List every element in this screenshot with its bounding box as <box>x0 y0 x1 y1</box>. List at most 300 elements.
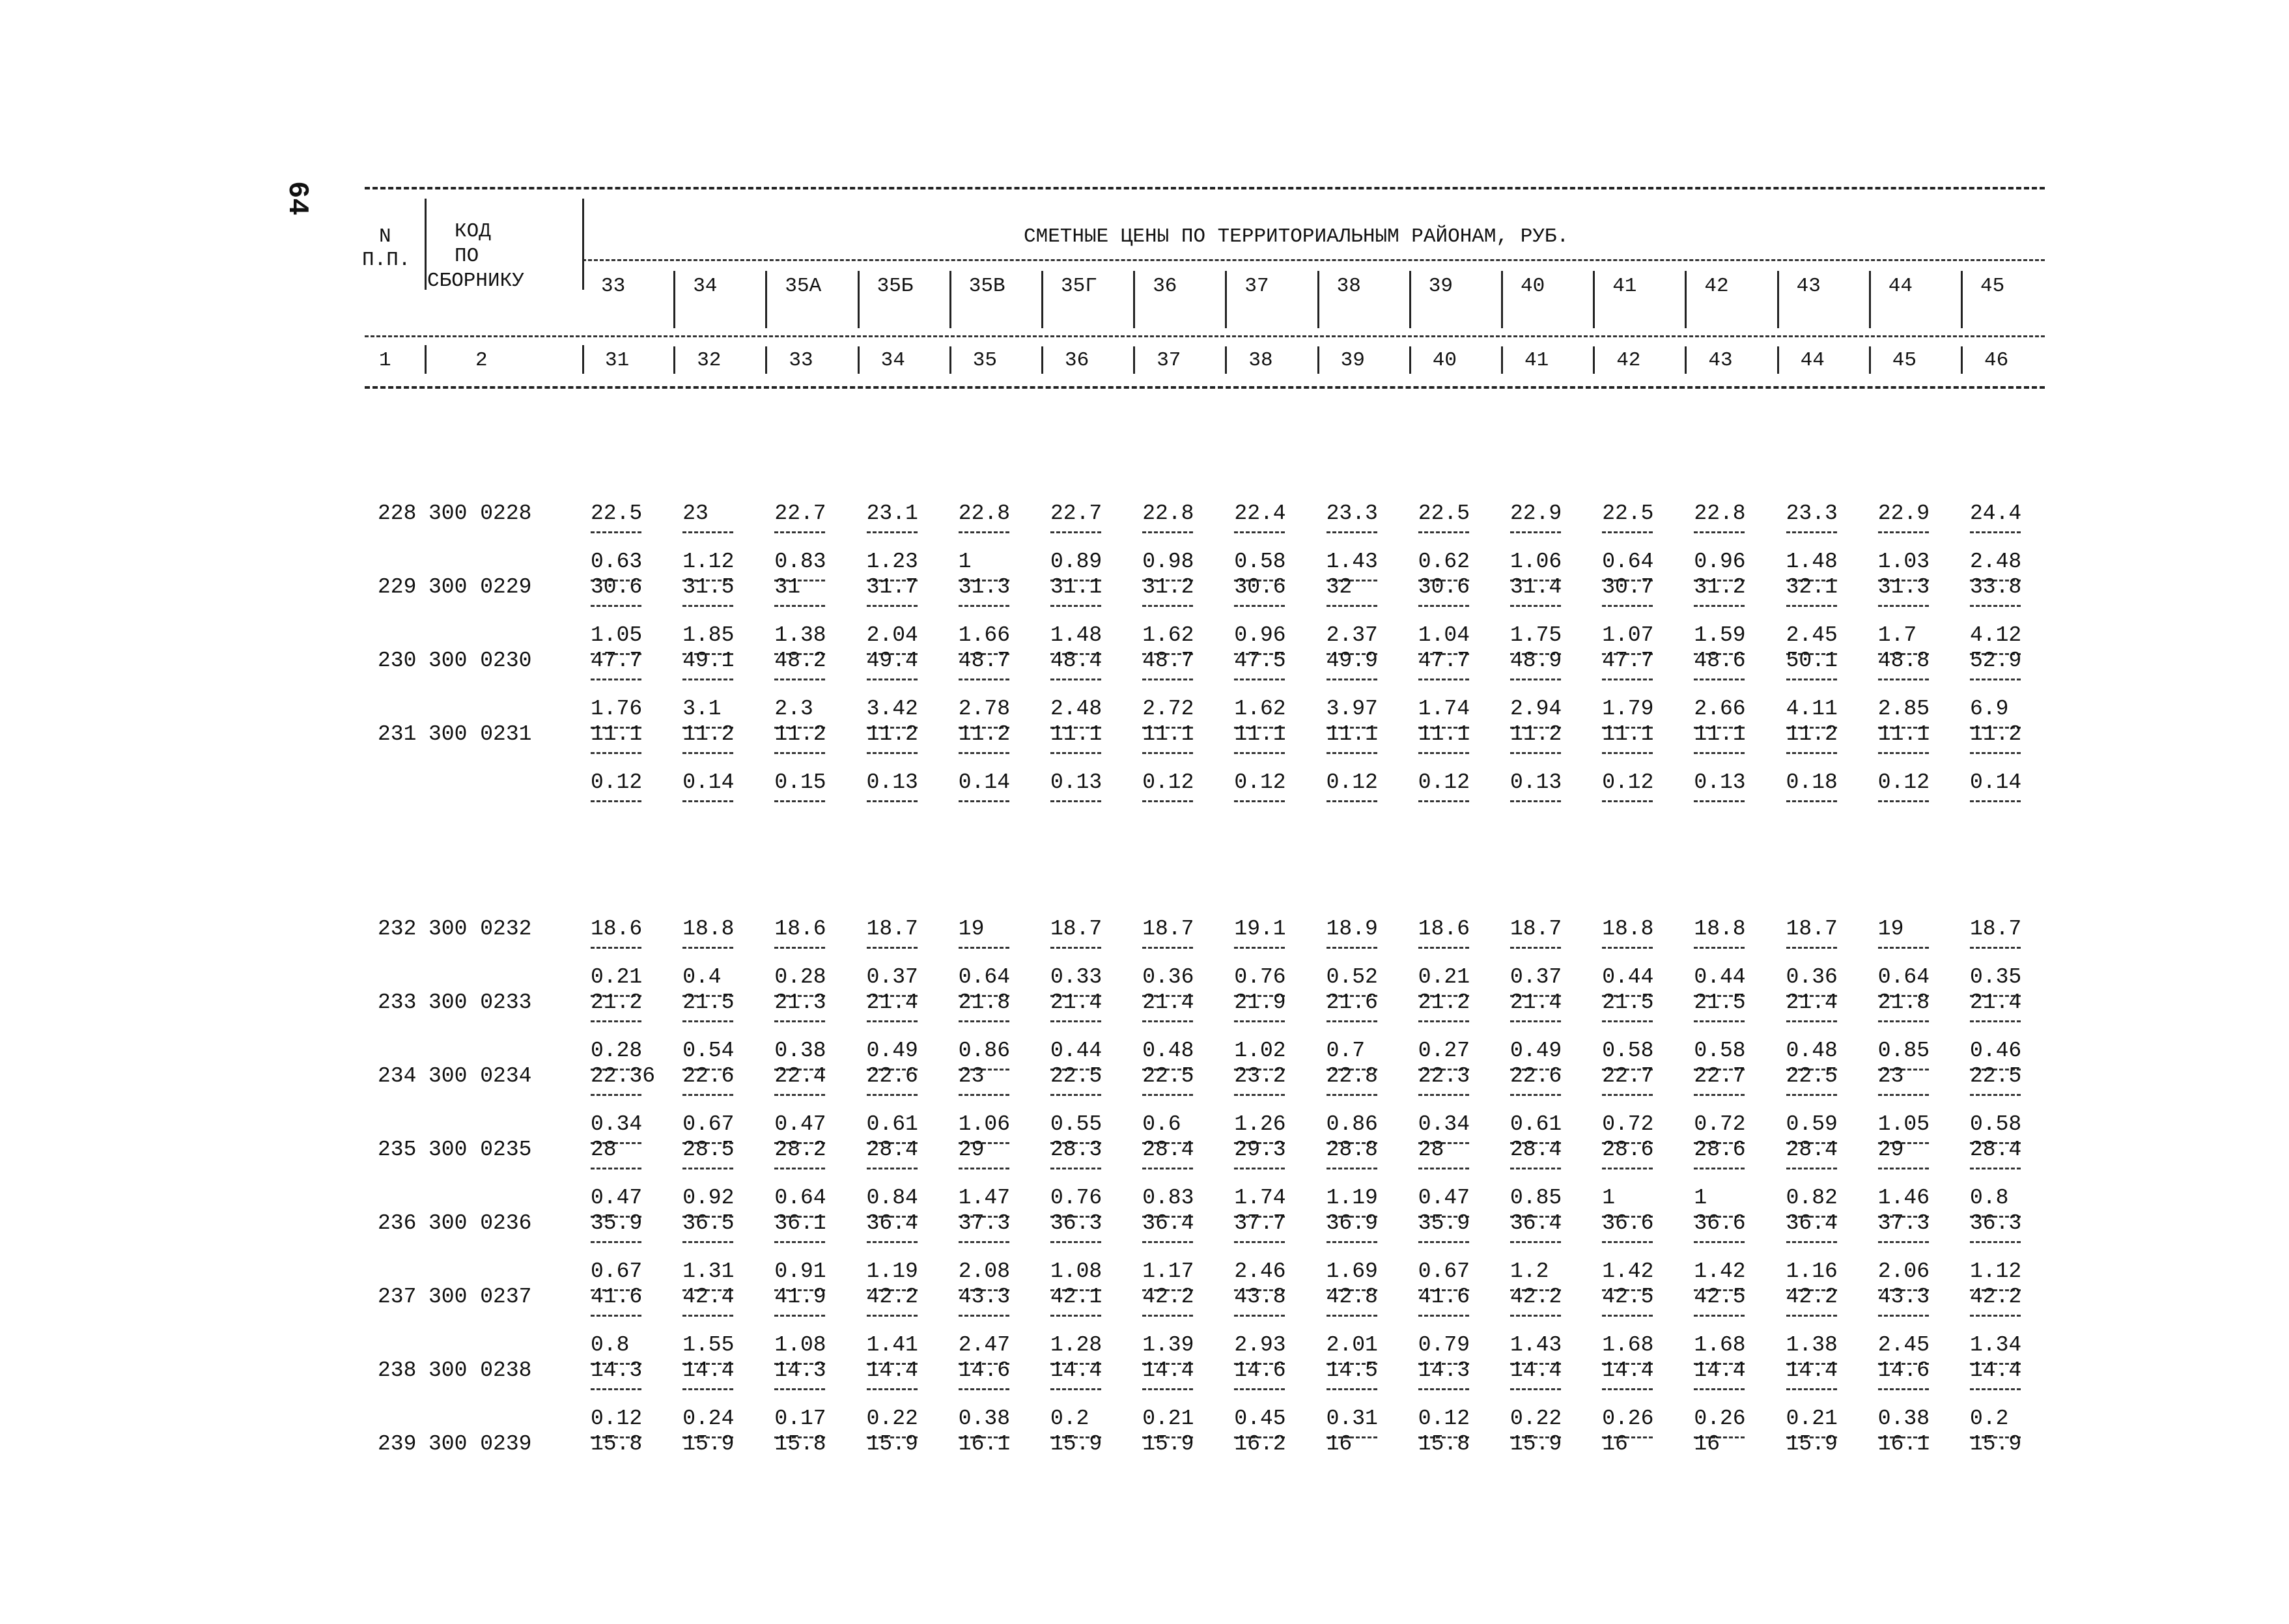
cell-value-top: 21.4 <box>1142 990 1194 1015</box>
cell-fraction-dash <box>1142 947 1193 949</box>
cell-value-top: 48.9 <box>1510 649 1562 673</box>
cell-value-bottom: 0.98 <box>1142 550 1194 574</box>
cell-fraction-dash <box>682 1020 733 1022</box>
cell-fraction-dash <box>1050 1241 1101 1243</box>
cell-value-top: 43.8 <box>1234 1285 1286 1309</box>
header-col-separator <box>765 346 767 374</box>
cell-value-top: 31.2 <box>1694 575 1746 599</box>
cell-value-top: 15.9 <box>1510 1432 1562 1456</box>
cell-value-top: 11.2 <box>682 722 735 746</box>
cell-fraction-dash <box>1142 1388 1193 1390</box>
cell-fraction-dash <box>1970 800 2021 802</box>
row-number: 238 <box>378 1358 417 1382</box>
cell-value-bottom: 0.72 <box>1694 1112 1746 1136</box>
cell-value-bottom: 0.61 <box>866 1112 918 1136</box>
cell-value-top: 33.8 <box>1970 575 2022 599</box>
cell-fraction-dash <box>1510 1094 1561 1096</box>
cell-value-top: 14.4 <box>1050 1358 1102 1382</box>
header-index-label: 34 <box>880 349 905 372</box>
cell-fraction-dash <box>1694 1168 1745 1169</box>
cell-value-top: 22.5 <box>1970 1064 2022 1088</box>
cell-fraction-dash <box>591 679 641 680</box>
cell-value-bottom: 1 <box>1602 1186 1615 1210</box>
cell-fraction-dash <box>774 800 825 802</box>
cell-fraction-dash <box>1602 947 1653 949</box>
cell-value-top: 11.2 <box>774 722 826 746</box>
cell-value-bottom: 1.68 <box>1694 1333 1746 1357</box>
cell-value-top: 21.4 <box>1050 990 1102 1015</box>
cell-value-top: 23.1 <box>866 501 918 525</box>
cell-value-bottom: 0.64 <box>774 1186 826 1210</box>
cell-value-top: 15.8 <box>1418 1432 1470 1456</box>
cell-value-top: 28.2 <box>774 1138 826 1162</box>
cell-fraction-dash <box>591 1020 641 1022</box>
cell-value-top: 29 <box>1877 1138 1904 1162</box>
cell-fraction-dash <box>1327 1388 1377 1390</box>
cell-fraction-dash <box>867 1241 918 1243</box>
cell-value-top: 15.8 <box>591 1432 643 1456</box>
cell-fraction-dash <box>867 1094 918 1096</box>
cell-fraction-dash <box>1510 752 1561 754</box>
cell-fraction-dash <box>1050 800 1101 802</box>
cell-value-bottom: 1.79 <box>1602 697 1654 721</box>
cell-value-top: 28 <box>1418 1138 1444 1162</box>
cell-fraction-dash <box>682 1094 733 1096</box>
cell-fraction-dash <box>1878 1388 1929 1390</box>
row-code: 300 0231 <box>428 722 532 746</box>
cell-value-bottom: 4.12 <box>1970 623 2022 647</box>
cell-value-top: 22.8 <box>1326 1064 1378 1088</box>
row-number: 237 <box>378 1285 417 1309</box>
cell-value-bottom: 0.24 <box>682 1407 735 1431</box>
header-sub-rule <box>365 335 2045 337</box>
cell-fraction-dash <box>1418 752 1469 754</box>
header-col-separator <box>1685 346 1687 374</box>
cell-value-bottom: 0.85 <box>1510 1186 1562 1210</box>
cell-value-bottom: 1.69 <box>1326 1259 1378 1283</box>
cell-value-top: 48.7 <box>958 649 1011 673</box>
cell-value-bottom: 0.52 <box>1326 965 1378 989</box>
cell-value-bottom: 0.96 <box>1234 623 1286 647</box>
cell-value-top: 21.3 <box>774 990 826 1015</box>
cell-value-bottom: 0.44 <box>1694 965 1746 989</box>
cell-fraction-dash <box>1510 1388 1561 1390</box>
cell-value-bottom: 6.9 <box>1970 697 2009 721</box>
cell-value-bottom: 1.85 <box>682 623 735 647</box>
cell-fraction-dash <box>1786 1315 1837 1317</box>
cell-value-bottom: 1 <box>958 550 972 574</box>
cell-fraction-dash <box>1878 1094 1929 1096</box>
cell-fraction-dash <box>774 1241 825 1243</box>
cell-value-bottom: 1.55 <box>682 1333 735 1357</box>
cell-value-top: 18.7 <box>866 917 918 941</box>
cell-fraction-dash <box>1418 1168 1469 1169</box>
cell-value-top: 14.4 <box>1602 1358 1654 1382</box>
row-number: 232 <box>378 917 417 941</box>
cell-value-top: 11.1 <box>1142 722 1194 746</box>
cell-value-bottom: 0.64 <box>1602 550 1654 574</box>
cell-value-top: 16 <box>1602 1432 1628 1456</box>
cell-value-top: 22.4 <box>1234 501 1286 525</box>
cell-fraction-dash <box>1418 947 1469 949</box>
cell-fraction-dash <box>1878 531 1929 533</box>
cell-value-top: 22.9 <box>1510 501 1562 525</box>
cell-fraction-dash <box>1142 1241 1193 1243</box>
cell-fraction-dash <box>867 752 918 754</box>
cell-fraction-dash <box>1327 1241 1377 1243</box>
header-index-label: 40 <box>1432 349 1457 372</box>
cell-value-top: 14.4 <box>1510 1358 1562 1382</box>
cell-value-top: 11.1 <box>1877 722 1930 746</box>
cell-fraction-dash <box>1878 679 1929 680</box>
cell-fraction-dash <box>1418 679 1469 680</box>
cell-value-top: 18.8 <box>1694 917 1746 941</box>
row-code: 300 0236 <box>428 1211 532 1235</box>
row-number: 229 <box>378 575 417 599</box>
cell-value-top: 31.4 <box>1510 575 1562 599</box>
header-col-separator <box>1133 346 1135 374</box>
cell-value-top: 22.5 <box>1418 501 1470 525</box>
header-index-label: 2 <box>475 349 488 372</box>
cell-value-top: 11.2 <box>1786 722 1838 746</box>
cell-value-top: 42.8 <box>1326 1285 1378 1309</box>
header-col-separator <box>1593 271 1595 328</box>
cell-fraction-dash <box>1510 679 1561 680</box>
cell-value-top: 22.7 <box>1050 501 1102 525</box>
cell-value-top: 22.5 <box>1786 1064 1838 1088</box>
cell-fraction-dash <box>1694 800 1745 802</box>
row-number: 228 <box>378 501 417 525</box>
cell-value-top: 47.7 <box>1602 649 1654 673</box>
cell-value-top: 18.6 <box>1418 917 1470 941</box>
header-col-separator <box>1869 346 1871 374</box>
cell-value-top: 14.6 <box>1234 1358 1286 1382</box>
cell-value-top: 31.3 <box>958 575 1011 599</box>
cell-value-top: 22.7 <box>774 501 826 525</box>
cell-value-top: 37.3 <box>958 1211 1011 1235</box>
cell-value-top: 22.3 <box>1418 1064 1470 1088</box>
cell-value-top: 29.3 <box>1234 1138 1286 1162</box>
cell-fraction-dash <box>959 947 1009 949</box>
cell-fraction-dash <box>867 531 918 533</box>
cell-fraction-dash <box>591 1094 641 1096</box>
cell-value-bottom: 0.7 <box>1326 1039 1366 1063</box>
cell-value-bottom: 0.76 <box>1050 1186 1102 1210</box>
cell-fraction-dash <box>1327 947 1377 949</box>
cell-fraction-dash <box>1602 800 1653 802</box>
cell-value-bottom: 0.8 <box>591 1333 630 1357</box>
cell-fraction-dash <box>774 1388 825 1390</box>
header-region-label: 39 <box>1428 275 1453 298</box>
cell-value-top: 21.2 <box>591 990 643 1015</box>
cell-value-bottom: 0.18 <box>1786 770 1838 794</box>
cell-fraction-dash <box>1142 531 1193 533</box>
cell-value-bottom: 1.31 <box>682 1259 735 1283</box>
cell-fraction-dash <box>774 1168 825 1169</box>
cell-value-top: 35.9 <box>1418 1211 1470 1235</box>
header-col-separator <box>1409 346 1411 374</box>
cell-fraction-dash <box>591 800 641 802</box>
header-col-separator <box>1777 271 1779 328</box>
cell-value-bottom: 0.58 <box>1970 1112 2022 1136</box>
cell-value-bottom: 0.26 <box>1694 1407 1746 1431</box>
cell-value-top: 18.6 <box>591 917 643 941</box>
cell-fraction-dash <box>1234 800 1285 802</box>
cell-value-top: 37.3 <box>1877 1211 1930 1235</box>
cell-value-top: 15.9 <box>1050 1432 1102 1456</box>
cell-value-bottom: 1.38 <box>774 623 826 647</box>
cell-value-top: 30.6 <box>1234 575 1286 599</box>
header-index-label: 36 <box>1065 349 1089 372</box>
cell-value-top: 19 <box>958 917 985 941</box>
cell-fraction-dash <box>1602 531 1653 533</box>
cell-value-top: 18.7 <box>1142 917 1194 941</box>
cell-value-top: 16 <box>1694 1432 1720 1456</box>
header-col-num-line: П.П. <box>362 249 411 272</box>
cell-fraction-dash <box>1510 1241 1561 1243</box>
cell-fraction-dash <box>1602 1315 1653 1317</box>
cell-fraction-dash <box>1786 1168 1837 1169</box>
cell-value-bottom: 0.89 <box>1050 550 1102 574</box>
header-index-label: 42 <box>1616 349 1641 372</box>
header-index-label: 44 <box>1800 349 1825 372</box>
cell-fraction-dash <box>1327 1020 1377 1022</box>
cell-fraction-dash <box>1142 1168 1193 1169</box>
cell-value-bottom: 1.43 <box>1326 550 1378 574</box>
cell-value-top: 42.5 <box>1602 1285 1654 1309</box>
cell-value-top: 22.5 <box>591 501 643 525</box>
header-col-separator <box>1225 346 1227 374</box>
cell-value-top: 47.5 <box>1234 649 1286 673</box>
cell-value-bottom: 0.58 <box>1602 1039 1654 1063</box>
cell-fraction-dash <box>1327 800 1377 802</box>
cell-value-bottom: 0.21 <box>591 965 643 989</box>
cell-value-top: 23.3 <box>1326 501 1378 525</box>
row-code: 300 0235 <box>428 1138 532 1162</box>
cell-value-top: 22.8 <box>1142 501 1194 525</box>
header-title-rule <box>582 259 2045 261</box>
header-col-num-line: N <box>379 225 391 248</box>
cell-value-top: 21.5 <box>1602 990 1654 1015</box>
cell-value-top: 49.1 <box>682 649 735 673</box>
cell-value-bottom: 0.2 <box>1050 1407 1089 1431</box>
cell-value-top: 36.5 <box>682 1211 735 1235</box>
cell-value-bottom: 0.86 <box>958 1039 1011 1063</box>
cell-fraction-dash <box>1418 531 1469 533</box>
cell-value-top: 22.5 <box>1602 501 1654 525</box>
header-region-label: 36 <box>1153 275 1177 298</box>
cell-value-top: 21.4 <box>866 990 918 1015</box>
cell-value-bottom: 3.42 <box>866 697 918 721</box>
cell-value-top: 19.1 <box>1234 917 1286 941</box>
cell-value-bottom: 0.58 <box>1694 1039 1746 1063</box>
cell-value-bottom: 0.14 <box>682 770 735 794</box>
cell-value-top: 18.8 <box>1602 917 1654 941</box>
cell-value-bottom: 3.97 <box>1326 697 1378 721</box>
cell-value-bottom: 1.74 <box>1234 1186 1286 1210</box>
cell-value-bottom: 2.06 <box>1877 1259 1930 1283</box>
cell-fraction-dash <box>1970 1388 2021 1390</box>
cell-value-top: 15.9 <box>866 1432 918 1456</box>
cell-value-top: 22.5 <box>1142 1064 1194 1088</box>
cell-value-bottom: 2.72 <box>1142 697 1194 721</box>
cell-value-bottom: 2.78 <box>958 697 1011 721</box>
cell-value-bottom: 0.12 <box>1234 770 1286 794</box>
header-left-separator <box>582 199 584 290</box>
header-col-separator <box>1409 271 1411 328</box>
header-col-separator <box>1041 271 1043 328</box>
cell-fraction-dash <box>867 947 918 949</box>
cell-fraction-dash <box>1970 947 2021 949</box>
cell-value-bottom: 4.11 <box>1786 697 1838 721</box>
cell-value-top: 18.6 <box>774 917 826 941</box>
cell-value-top: 41.6 <box>591 1285 643 1309</box>
cell-value-bottom: 0.61 <box>1510 1112 1562 1136</box>
cell-fraction-dash <box>1786 752 1837 754</box>
cell-value-top: 28.3 <box>1050 1138 1102 1162</box>
header-col-separator <box>673 271 675 328</box>
cell-value-top: 15.9 <box>1786 1432 1838 1456</box>
cell-value-top: 15.9 <box>1970 1432 2022 1456</box>
cell-value-bottom: 0.59 <box>1786 1112 1838 1136</box>
cell-value-bottom: 1.06 <box>958 1112 1011 1136</box>
cell-fraction-dash <box>1050 531 1101 533</box>
cell-value-top: 18.7 <box>1970 917 2022 941</box>
cell-fraction-dash <box>1786 1020 1837 1022</box>
cell-fraction-dash <box>1694 1094 1745 1096</box>
cell-value-top: 31.3 <box>1877 575 1930 599</box>
cell-fraction-dash <box>1050 679 1101 680</box>
cell-fraction-dash <box>959 1168 1009 1169</box>
header-col-separator <box>673 346 675 374</box>
cell-value-top: 22.8 <box>1694 501 1746 525</box>
cell-fraction-dash <box>774 1094 825 1096</box>
cell-fraction-dash <box>1694 1315 1745 1317</box>
cell-value-top: 31.1 <box>1050 575 1102 599</box>
row-code: 300 0233 <box>428 990 532 1015</box>
cell-fraction-dash <box>867 800 918 802</box>
cell-value-top: 11.2 <box>958 722 1011 746</box>
cell-fraction-dash <box>867 1020 918 1022</box>
header-index-label: 41 <box>1524 349 1549 372</box>
cell-value-bottom: 1.08 <box>774 1333 826 1357</box>
header-region-label: 43 <box>1796 275 1821 298</box>
cell-value-top: 32.1 <box>1786 575 1838 599</box>
row-code: 300 0238 <box>428 1358 532 1382</box>
cell-fraction-dash <box>682 1241 733 1243</box>
cell-value-top: 23 <box>1877 1064 1904 1088</box>
cell-fraction-dash <box>959 1315 1009 1317</box>
row-number: 235 <box>378 1138 417 1162</box>
cell-value-bottom: 1.48 <box>1786 550 1838 574</box>
cell-fraction-dash <box>1234 752 1285 754</box>
cell-value-bottom: 0.34 <box>1418 1112 1470 1136</box>
cell-fraction-dash <box>774 531 825 533</box>
cell-value-top: 30.6 <box>591 575 643 599</box>
cell-fraction-dash <box>682 752 733 754</box>
cell-fraction-dash <box>1878 1020 1929 1022</box>
cell-value-bottom: 2.37 <box>1326 623 1378 647</box>
cell-value-bottom: 0.13 <box>1694 770 1746 794</box>
cell-fraction-dash <box>682 1315 733 1317</box>
cell-fraction-dash <box>1602 1020 1653 1022</box>
cell-value-bottom: 0.2 <box>1970 1407 2009 1431</box>
cell-value-top: 36.4 <box>1142 1211 1194 1235</box>
cell-fraction-dash <box>682 1168 733 1169</box>
cell-value-top: 42.2 <box>1970 1285 2022 1309</box>
cell-value-bottom: 2.46 <box>1234 1259 1286 1283</box>
cell-fraction-dash <box>1234 1388 1285 1390</box>
cell-value-top: 22.7 <box>1602 1064 1654 1088</box>
cell-value-bottom: 2.93 <box>1234 1333 1286 1357</box>
cell-fraction-dash <box>1602 1168 1653 1169</box>
cell-value-top: 49.9 <box>1326 649 1378 673</box>
cell-value-top: 50.1 <box>1786 649 1838 673</box>
cell-fraction-dash <box>1327 531 1377 533</box>
cell-value-bottom: 1.62 <box>1142 623 1194 647</box>
cell-value-bottom: 0.12 <box>1418 1407 1470 1431</box>
cell-value-top: 28.4 <box>866 1138 918 1162</box>
cell-value-bottom: 0.35 <box>1970 965 2022 989</box>
cell-value-bottom: 0.63 <box>591 550 643 574</box>
cell-value-bottom: 0.12 <box>1142 770 1194 794</box>
cell-fraction-dash <box>1418 1315 1469 1317</box>
cell-value-bottom: 0.47 <box>1418 1186 1470 1210</box>
row-code: 300 0229 <box>428 575 532 599</box>
cell-value-bottom: 0.21 <box>1786 1407 1838 1431</box>
cell-value-bottom: 0.76 <box>1234 965 1286 989</box>
cell-fraction-dash <box>591 947 641 949</box>
cell-value-top: 22.9 <box>1877 501 1930 525</box>
cell-value-bottom: 1.39 <box>1142 1333 1194 1357</box>
header-region-label: 35А <box>785 275 822 298</box>
cell-fraction-dash <box>1878 800 1929 802</box>
cell-value-bottom: 0.67 <box>682 1112 735 1136</box>
cell-value-bottom: 0.12 <box>1326 770 1378 794</box>
cell-value-top: 22.7 <box>1694 1064 1746 1088</box>
cell-fraction-dash <box>1694 947 1745 949</box>
cell-fraction-dash <box>1142 752 1193 754</box>
header-col-separator <box>949 271 951 328</box>
header-col-separator <box>1869 271 1871 328</box>
cell-fraction-dash <box>867 679 918 680</box>
cell-value-top: 14.6 <box>1877 1358 1930 1382</box>
cell-value-top: 11.1 <box>591 722 643 746</box>
header-region-label: 35Б <box>877 275 914 298</box>
cell-value-top: 28.8 <box>1326 1138 1378 1162</box>
cell-fraction-dash <box>591 1168 641 1169</box>
cell-fraction-dash <box>1970 1094 2021 1096</box>
cell-fraction-dash <box>1694 1241 1745 1243</box>
cell-fraction-dash <box>591 1388 641 1390</box>
cell-value-top: 21.4 <box>1970 990 2022 1015</box>
cell-fraction-dash <box>682 800 733 802</box>
cell-value-top: 22.6 <box>1510 1064 1562 1088</box>
cell-value-top: 31.2 <box>1142 575 1194 599</box>
header-left-separator <box>425 199 427 290</box>
cell-value-bottom: 0.49 <box>1510 1039 1562 1063</box>
cell-fraction-dash <box>1050 1168 1101 1169</box>
cell-value-top: 48.6 <box>1694 649 1746 673</box>
cell-value-bottom: 1.16 <box>1786 1259 1838 1283</box>
cell-fraction-dash <box>1878 752 1929 754</box>
cell-fraction-dash <box>1327 1315 1377 1317</box>
cell-fraction-dash <box>1694 605 1745 607</box>
cell-value-top: 36.4 <box>1786 1211 1838 1235</box>
cell-value-bottom: 1.74 <box>1418 697 1470 721</box>
cell-value-bottom: 0.33 <box>1050 965 1102 989</box>
header-col-separator <box>1225 271 1227 328</box>
